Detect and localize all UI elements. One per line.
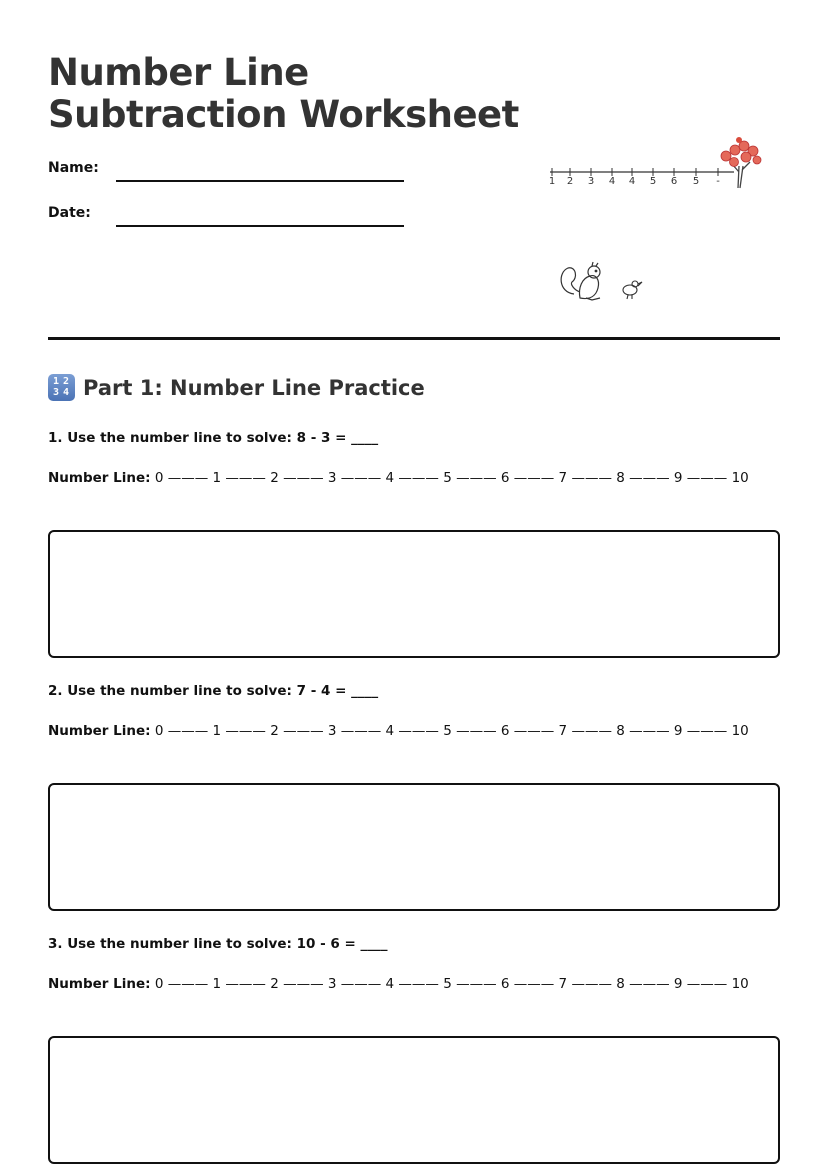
question-prompt: 3. Use the number line to solve: 10 - 6 = ____ [48,936,388,952]
date-blank-line [116,225,404,227]
name-label: Name: [48,160,99,176]
illustration-tick-label: 5 [649,176,657,187]
answer-box[interactable] [48,530,780,658]
illustration-tick-label: 4 [608,176,616,187]
title-line-2: Subtraction Worksheet [48,93,519,136]
illustration-ticks [549,168,720,187]
section-divider [48,337,780,340]
input-numbers-icon [48,374,75,401]
illustration-tick-label: 3 [587,176,595,187]
number-line-row [48,972,780,997]
small-bird-icon [623,281,642,299]
question-prompt: 2. Use the number line to solve: 7 - 4 = ____ [48,683,379,699]
number-line-text: 0 ——— 1 ——— 2 ——— 3 ——— 4 ——— 5 ——— 6 ——— 7 ——— 8 ——— 9 ——— 10 [154,470,749,486]
animals-illustration [556,254,778,306]
icon-digit: 2 [63,376,70,387]
illustration-tick-label: 5 [692,176,700,187]
date-label: Date: [48,205,91,221]
icon-digit: 4 [63,387,70,398]
number-line-row [48,466,780,491]
number-line-text: 0 ——— 1 ——— 2 ——— 3 ——— 4 ——— 5 ——— 6 ——— 7 ——— 8 ——— 9 ——— 10 [154,723,749,739]
number-line-illustration [546,132,766,192]
title-line-1: Number Line [48,51,309,94]
illustration-tick-label: 2 [566,176,574,187]
section-title: Part 1: Number Line Practice [83,375,425,400]
number-line-text: 0 ——— 1 ——— 2 ——— 3 ——— 4 ——— 5 ——— 6 ——— 7 ——— 8 ——— 9 ——— 10 [154,976,749,992]
squirrel-icon [561,262,600,300]
question-prompt: 1. Use the number line to solve: 8 - 3 = ____ [48,430,379,446]
number-line-label: Number Line: [48,723,151,739]
illustration-tick-label: 1 [548,176,556,187]
apple-tree-icon [721,137,761,188]
illustration-tick-label: - [716,176,720,187]
answer-box[interactable] [48,783,780,911]
number-line-row [48,719,780,744]
name-blank-line [116,180,404,182]
number-line-label: Number Line: [48,470,151,486]
illustration-tick-label: 4 [628,176,636,187]
answer-box[interactable] [48,1036,780,1164]
icon-digit: 3 [53,387,60,398]
icon-digit: 1 [53,376,60,387]
page-title [48,52,519,136]
section-heading [48,374,425,401]
illustration-tick-label: 6 [670,176,678,187]
number-line-label: Number Line: [48,976,151,992]
